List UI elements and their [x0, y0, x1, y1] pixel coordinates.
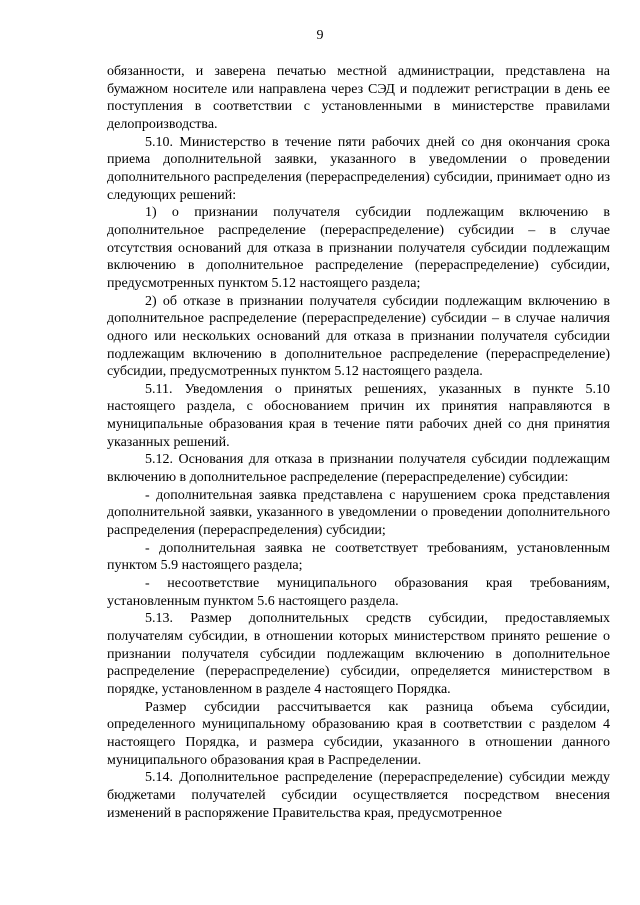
paragraph-continuation: обязанности, и заверена печатью местной администрации, представлена на бумажном носителе или направлена через СЭД и подлежит регистрации в день ее поступления в соответствии с установленными в министерстве правилами делопроизводства. — [107, 64, 610, 132]
paragraph-5-10: 5.10. Министерство в течение пяти рабочих дней со дня окончания срока приема дополнительной заявки, указанного в уведомлении о проведении дополнительного распределения (перераспределения) субсидии, принимает одно из следующих решений: — [107, 134, 610, 203]
paragraph-5-10-item-2: 2) об отказе в признании получателя субсидии подлежащим включению в дополнительное распределение (перераспределение) субсидии – в случае наличия одного или нескольких оснований для отказа в признании получателя субсидии подлежащим включению в дополнительное распределение (перераспределение) субсидии, предусмотренных пунктом 5.12 настоящего раздела. — [107, 293, 610, 380]
page-number: 9 — [316, 28, 324, 43]
document-body — [107, 63, 610, 822]
paragraph-5-13-calculation: Размер субсидии рассчитывается как разница объема субсидии, определенного муниципальному образованию края в соответствии с разделом 4 настоящего Порядка, и размера субсидии, указанного в отношении данного муниципального образования края в Распределении. — [107, 699, 610, 768]
paragraph-5-10-item-1: 1) о признании получателя субсидии подлежащим включению в дополнительное распределение (перераспределение) субсидии – в случае отсутствия оснований для отказа в признании получателя субсидии подлежащим включению в дополнительное распределение (перераспределение) субсидии, предусмотренных пунктом 5.12 настоящего раздела; — [107, 205, 610, 291]
paragraph-5-12-item-3: - несоответствие муниципального образования края требованиям, установленным пунктом 5.6 настоящего раздела. — [107, 576, 610, 609]
paragraph-5-12-item-2: - дополнительная заявка не соответствует требованиям, установленным пунктом 5.9 настоящего раздела; — [107, 540, 610, 574]
paragraph-5-12: 5.12. Основания для отказа в признании получателя субсидии подлежащим включению в дополнительное распределение (перераспределение) субсидии: — [107, 452, 610, 486]
paragraph-5-12-item-1: - дополнительная заявка представлена с нарушением срока представления дополнительной заявки, указанного в уведомлении о проведении дополнительного распределения (перераспределения) субсидии; — [107, 487, 610, 539]
paragraph-5-11: 5.11. Уведомления о принятых решениях, указанных в пункте 5.10 настоящего раздела, с обоснованием причин их принятия направляются в муниципальные образования края в течение пяти рабочих дней со дня принятия указанных решений. — [107, 381, 610, 450]
paragraph-5-13: 5.13. Размер дополнительных средств субсидии, предоставляемых получателям субсидии, в отношении которых министерством принято решение о признании получателя субсидии подлежащим включению в дополнительное распределение (перераспределение) субсидии, определяется министерством в порядке, установленном в разделе 4 настоящего Порядка. — [107, 611, 610, 697]
paragraph-5-14: 5.14. Дополнительное распределение (перераспределение) субсидии между бюджетами получателей субсидии осуществляется посредством внесения изменений в распоряжение Правительства края, предусмотренное — [107, 770, 610, 821]
